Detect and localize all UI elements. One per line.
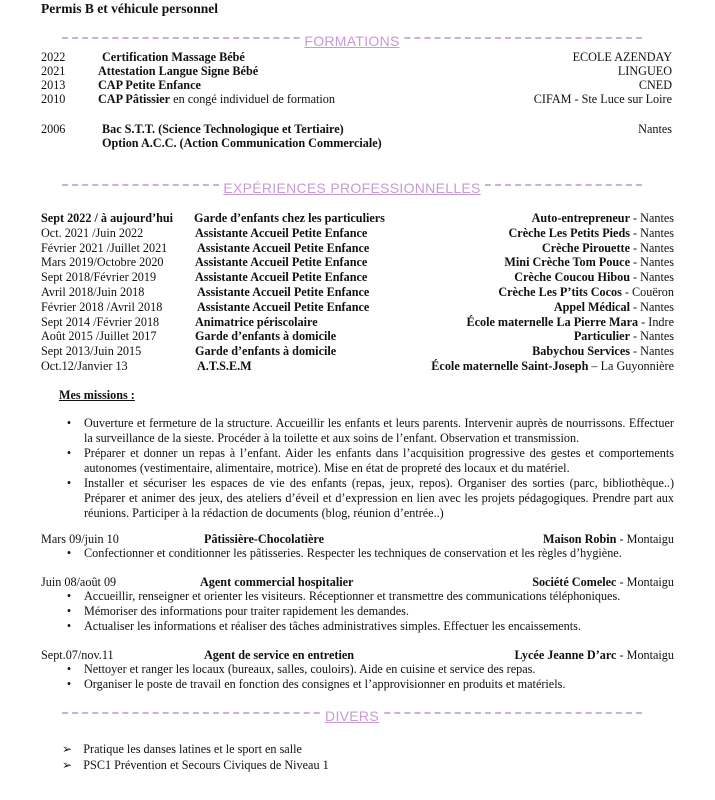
experience-role: Assistante Accueil Petite Enfance: [195, 225, 368, 240]
job-tasks: [62, 546, 674, 561]
missions-title: Mes missions :: [59, 388, 135, 402]
job-task: [62, 546, 674, 561]
job-task: [62, 677, 674, 692]
job-task-text: Confectionner et conditionner les pâtisseries. Respecter les techniques de conservation et les règles d’hygiène.: [84, 546, 622, 560]
experience-employer-line: [498, 285, 674, 300]
mission-text: Préparer et donner un repas à l’enfant. Aider les enfants dans l’acquisition progressive des gestes et comportements autonomes (vestimentaire, alimentaire, motrice). Mise en état de propreté des locaux et du matériel.: [84, 446, 674, 475]
job-role: Pâtissière-Chocolatière: [204, 532, 325, 546]
formation-school: ECOLE AZENDAY: [572, 50, 672, 64]
formation-title: CAP Pâtissier: [98, 92, 171, 106]
experience-date: Mars 2019/Octobre 2020: [41, 255, 164, 270]
experience-employer: École maternelle La Pierre Mara: [466, 314, 639, 329]
formation-title-line: [98, 92, 335, 107]
formation-year: 2021: [41, 64, 66, 78]
experience-city: - Indre: [638, 314, 674, 329]
bac-place: Nantes: [638, 122, 672, 136]
job-task: [62, 604, 674, 619]
job-task: [62, 589, 674, 604]
section-title-divers: DIVERS: [321, 708, 383, 724]
job-employer: Société Comelec: [532, 575, 617, 589]
job-tasks: [62, 662, 674, 692]
bullet-icon: •: [66, 662, 72, 676]
experience-city: – La Guyonnière: [588, 359, 674, 373]
experience-employer-line: [532, 344, 674, 359]
mission-item: [62, 476, 674, 521]
experience-date: Sept 2014 /Février 2018: [41, 314, 160, 329]
experience-employer-line: [574, 329, 674, 344]
job-role: Agent commercial hospitalier: [200, 575, 354, 589]
job-city: - Montaigu: [616, 532, 674, 546]
experience-employer-line: [504, 255, 674, 270]
experience-employer: Crèche Pirouette: [541, 240, 630, 255]
experience-employer: Babychou Services: [532, 344, 630, 359]
experience-role: A.T.S.E.M: [197, 359, 252, 373]
section-title-formations: FORMATIONS: [300, 33, 403, 49]
bullet-icon: •: [66, 604, 72, 618]
experience-city: - Nantes: [630, 240, 674, 255]
experience-city: - Nantes: [630, 225, 674, 240]
experience-city: - Nantes: [630, 255, 674, 270]
experience-employer: Particulier: [573, 329, 630, 344]
experience-employer: Crèche Les P’tits Cocos: [498, 285, 622, 299]
experience-date: Sept 2013/Juin 2015: [41, 344, 142, 359]
experience-date: Sept 2018/Février 2019: [41, 270, 157, 285]
divers-item: [62, 758, 329, 773]
bullet-icon: •: [66, 677, 72, 691]
experience-employer-line: [532, 211, 674, 226]
bullet-icon: •: [66, 446, 72, 460]
job-task-text: Organiser le poste de travail en fonction des consignes et l’approvisionner en produits et matériels.: [84, 677, 566, 691]
experience-date: Avril 2018/Juin 2018: [41, 285, 145, 299]
job-employer: Maison Robin: [542, 532, 617, 546]
experience-employer-line: [542, 241, 674, 256]
job-task: [62, 619, 674, 634]
divers-text: Pratique les danses latines et le sport en salle: [83, 742, 302, 756]
formation-year: 2010: [41, 92, 66, 106]
section-divers: [62, 710, 642, 726]
formation-year: 2013: [41, 78, 66, 92]
experience-city: - Nantes: [630, 329, 674, 344]
experience-employer-line: [508, 226, 674, 241]
bac-line-2: Option A.C.C. (Action Communication Commerciale): [102, 136, 382, 150]
mission-item: [62, 446, 674, 476]
experience-city: - Couëron: [621, 285, 674, 299]
formation-title: CAP Petite Enfance: [98, 78, 201, 92]
experience-role: Garde d’enfants à domicile: [195, 329, 337, 344]
experience-employer-line: [466, 315, 674, 330]
mission-item: [62, 416, 674, 446]
experience-date: Août 2015 /Juillet 2017: [41, 329, 157, 344]
bullet-icon: •: [66, 476, 72, 490]
bullet-icon: •: [66, 416, 72, 430]
experience-employer: Auto-entrepreneur: [531, 211, 630, 225]
experience-date: Oct. 2021 /Juin 2022: [41, 225, 144, 240]
experience-role: Assistante Accueil Petite Enfance: [197, 299, 370, 314]
job-task-text: Accueillir, renseigner et orienter les visiteurs. Réceptionner et transmettre des communications téléphoniques.: [84, 589, 621, 603]
job-task-text: Mémoriser des informations pour traiter rapidement les demandes.: [84, 604, 409, 618]
section-title-experiences: EXPÉRIENCES PROFESSIONNELLES: [219, 180, 484, 196]
formation-school: LINGUEO: [617, 64, 672, 78]
job-employer-line: [532, 575, 674, 590]
job-city: - Montaigu: [616, 575, 674, 589]
experience-city: - Nantes: [630, 270, 674, 285]
job-task: [62, 662, 674, 677]
experience-date: Oct.12/Janvier 13: [41, 359, 128, 373]
arrow-bullet-icon: ➢: [62, 758, 73, 772]
formation-school: CNED: [638, 78, 672, 92]
experience-date: Février 2018 /Avril 2018: [41, 299, 163, 314]
bullet-icon: •: [66, 619, 72, 633]
bac-year: 2006: [41, 122, 66, 136]
job-employer-line: [543, 532, 674, 547]
job-date: Juin 08/août 09: [41, 575, 117, 589]
mission-text: Installer et sécuriser les espaces de vie des enfants (repas, jeux, repos). Organiser des sorties (parc, bibliothèque..) Préparer et animer des jeux, des ateliers d’éveil et d’expression en lien avec les projets pédagogiques. Prendre part aux réunions. Participer à la rédaction de documents (blog, réunion d’entrée..): [84, 476, 674, 520]
experience-city: - Nantes: [630, 211, 674, 225]
experience-employer-line: [431, 359, 674, 374]
job-tasks: [62, 589, 674, 634]
experience-role: Animatrice périscolaire: [195, 314, 318, 329]
job-employer: Lycée Jeanne D’arc: [514, 648, 617, 662]
experience-role: Assistante Accueil Petite Enfance: [197, 285, 370, 299]
experience-date: Février 2021 /Juillet 2021: [41, 240, 168, 255]
divers-item: [62, 742, 302, 757]
experience-employer: École maternelle Saint-Joseph: [431, 359, 589, 373]
formation-school: CIFAM - Ste Luce sur Loire: [533, 92, 672, 106]
experience-employer: Crèche Coucou Hibou: [514, 270, 630, 285]
job-city: - Montaigu: [616, 648, 674, 662]
experience-role: Assistante Accueil Petite Enfance: [195, 270, 368, 285]
job-date: Mars 09/juin 10: [41, 532, 119, 546]
permis-line: Permis B et véhicule personnel: [41, 1, 218, 16]
experience-employer-line: [554, 300, 674, 315]
experience-employer: Mini Crèche Tom Pouce: [504, 255, 630, 270]
experience-date: Sept 2022 / à aujourd’hui: [41, 211, 174, 225]
experience-role: Assistante Accueil Petite Enfance: [197, 240, 370, 255]
experience-city: - Nantes: [630, 299, 674, 314]
experience-role: Garde d’enfants à domicile: [195, 344, 337, 359]
section-formations: [62, 35, 642, 51]
formation-extra: en congé individuel de formation: [170, 92, 335, 106]
formation-title: Certification Massage Bébé: [102, 50, 245, 64]
mission-text: Ouverture et fermeture de la structure. Accueillir les enfants et leurs parents. Intervenir auprès de nourrissons. Effectuer la surveillance de la sieste. Procéder à la toilette et aux soins de l’enfant. Observation et transmission.: [84, 416, 674, 445]
job-role: Agent de service en entretien: [204, 648, 355, 662]
bac-line-1: Bac S.T.T. (Science Technologique et Tertiaire): [102, 122, 344, 136]
bullet-icon: •: [66, 546, 72, 560]
divers-text: PSC1 Prévention et Secours Civiques de Niveau 1: [83, 758, 329, 772]
job-date: Sept.07/nov.11: [41, 648, 114, 662]
experience-employer: Crèche Les Petits Pieds: [508, 225, 630, 240]
arrow-bullet-icon: ➢: [62, 742, 73, 756]
job-task-text: Actualiser les informations et réaliser des tâches administratives simples. Effectuer les encaissements.: [84, 619, 581, 633]
job-task-text: Nettoyer et ranger les locaux (bureaux, salles, couloirs). Aide en cuisine et service des repas.: [84, 662, 536, 676]
job-employer-line: [514, 648, 674, 663]
bullet-icon: •: [66, 589, 72, 603]
experience-employer: Appel Médical: [553, 299, 630, 314]
experience-role: Assistante Accueil Petite Enfance: [195, 255, 368, 270]
section-experiences: [62, 182, 642, 198]
missions-list: [62, 416, 674, 521]
experience-role: Garde d’enfants chez les particuliers: [194, 211, 385, 225]
experience-city: - Nantes: [630, 344, 674, 359]
formation-title: Attestation Langue Signe Bébé: [98, 64, 259, 78]
formation-year: 2022: [41, 50, 66, 64]
experience-employer-line: [514, 270, 674, 285]
